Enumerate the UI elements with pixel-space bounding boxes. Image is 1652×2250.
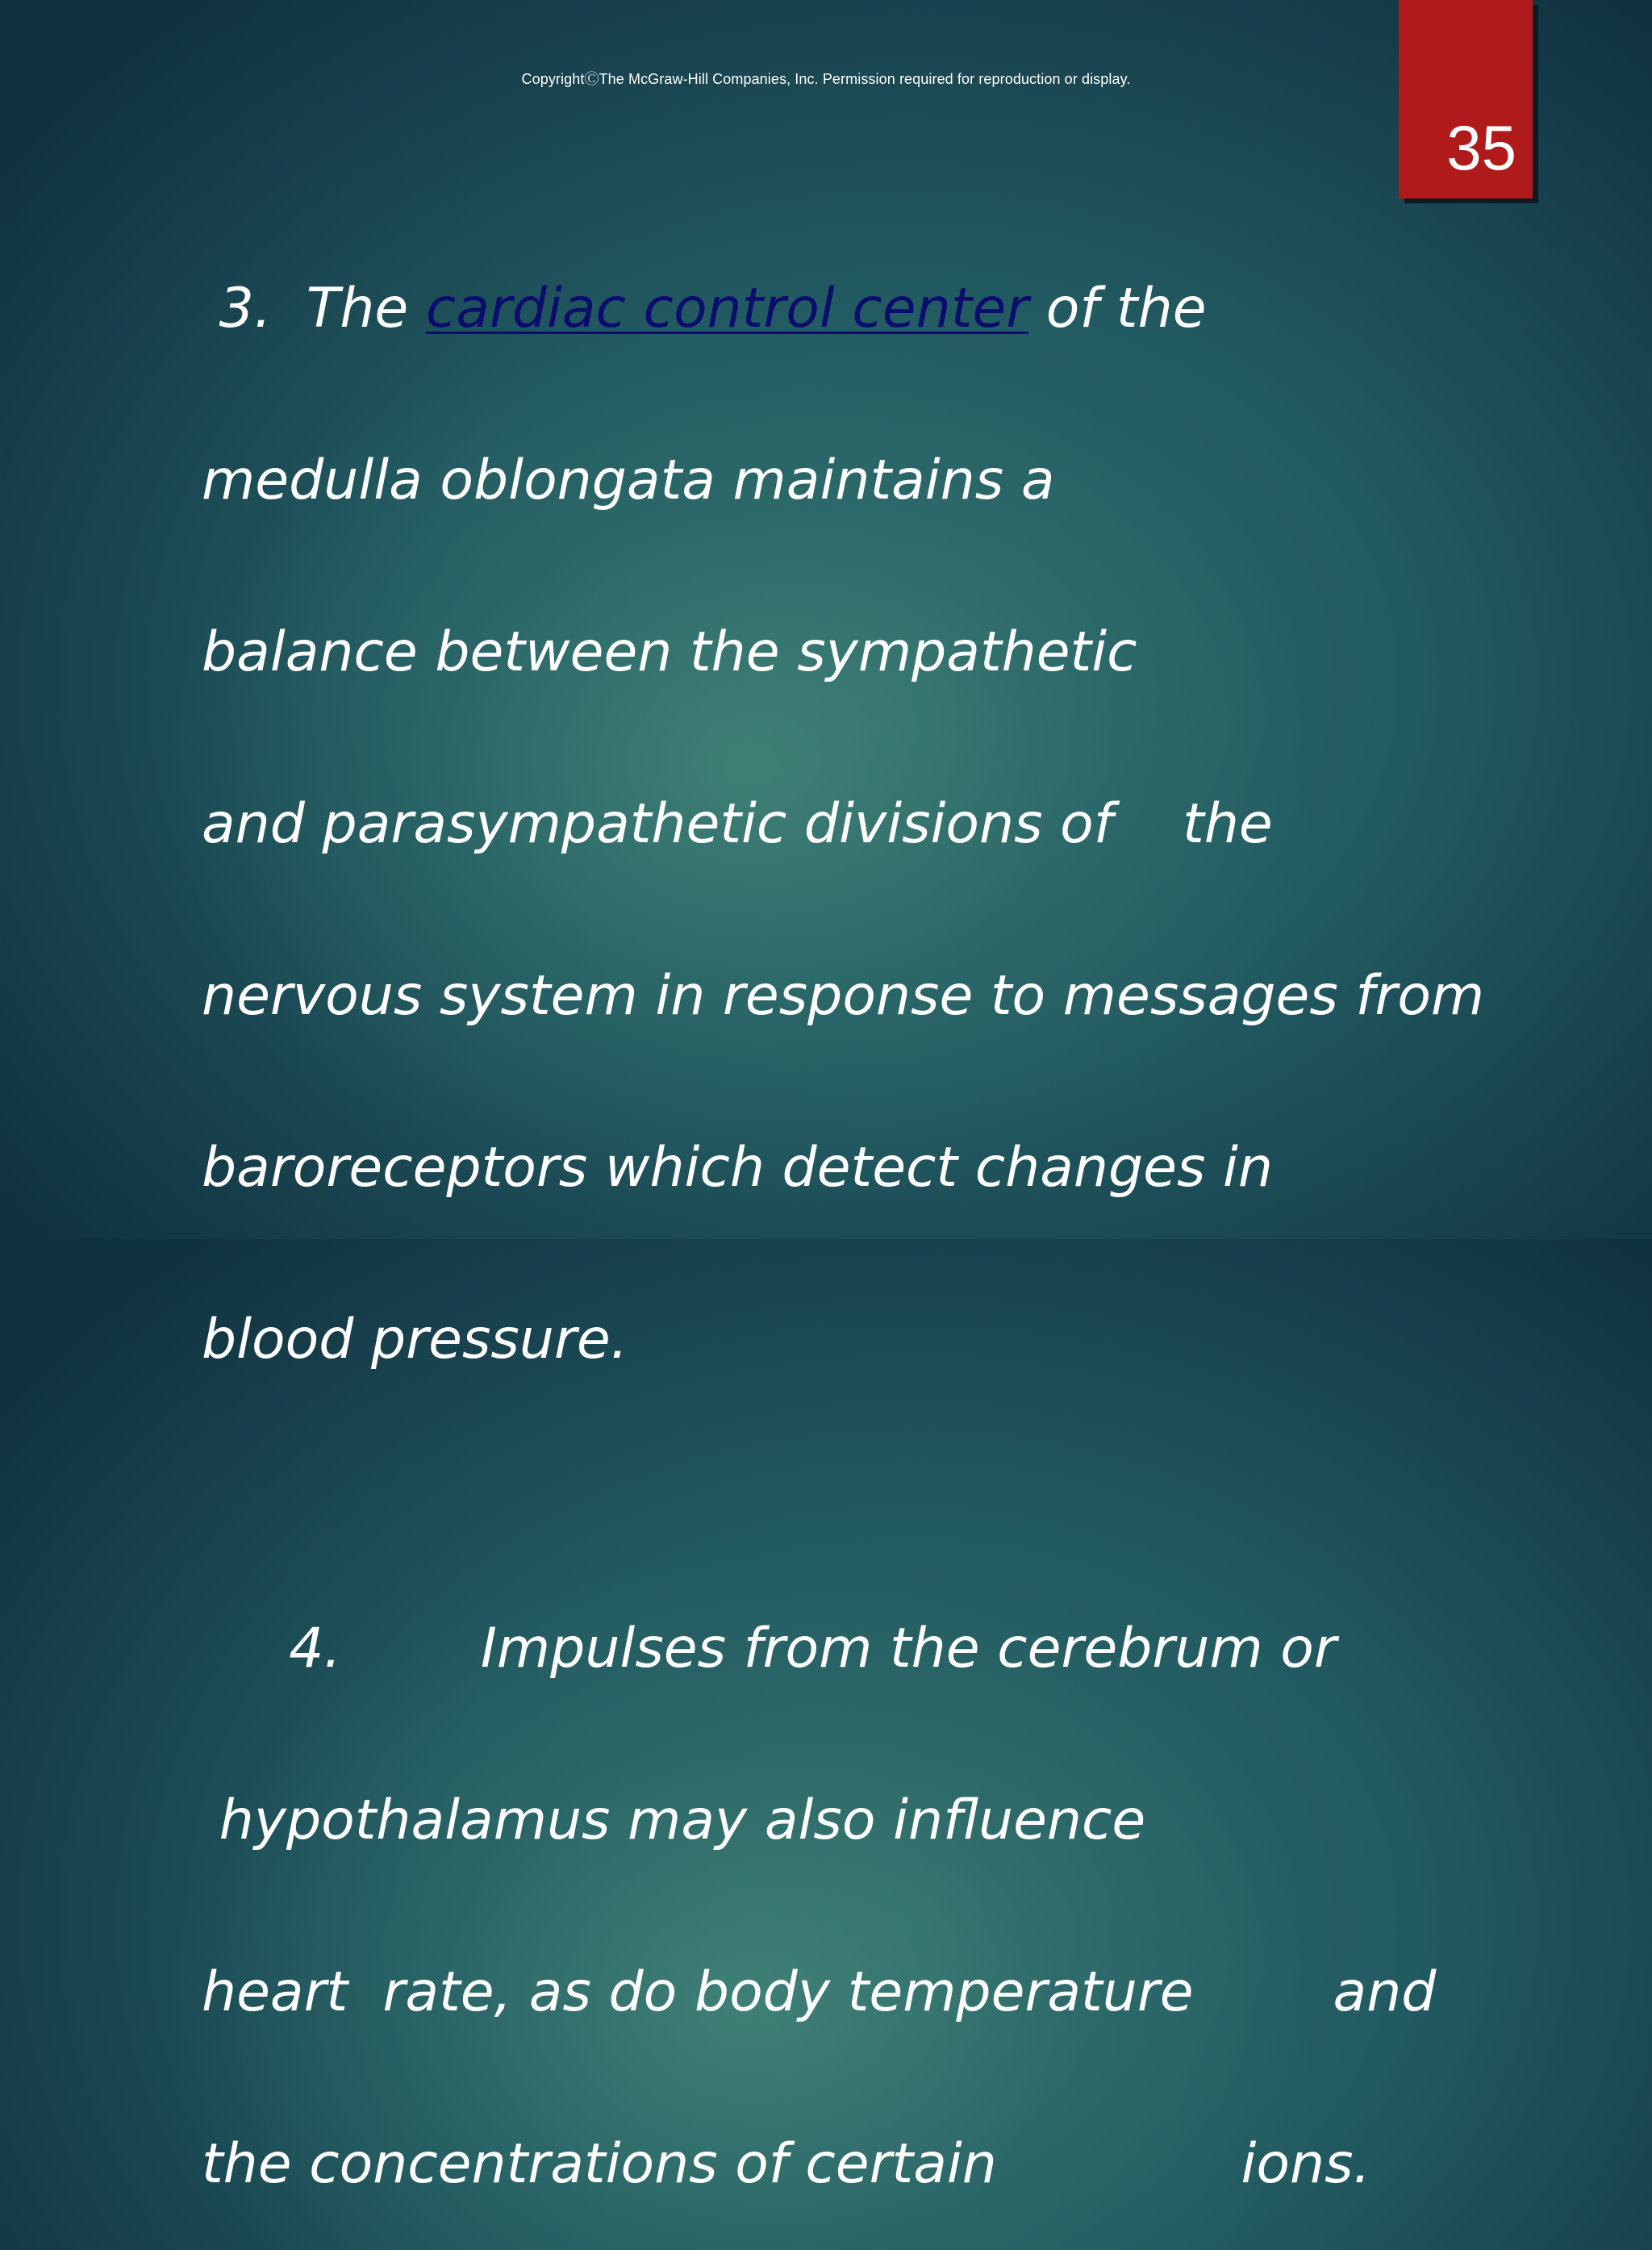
paragraph-3-line: baroreceptors which detect changes in [202, 1136, 1273, 1200]
paragraph-4-line: 4. Impulses from the cerebrum or [202, 1617, 1337, 1680]
paragraph-3-line: nervous system in response to messages from [202, 964, 1485, 1028]
paragraph-3-first-line [202, 277, 1541, 340]
paragraph-4-line: hypothalamus may also influence [202, 1789, 1146, 1852]
paragraph-3-line: blood pressure. [202, 1308, 628, 1371]
paragraph-3-line: medulla oblongata maintains a [202, 449, 1055, 512]
paragraph-3-tail: of the [1028, 277, 1207, 340]
slide-body [202, 165, 1541, 2250]
paragraph-4-line: the concentrations of certain ions. [202, 2132, 1371, 2196]
cardiac-control-center-link[interactable]: cardiac control center [425, 277, 1029, 340]
paragraph-3-line: and parasympathetic divisions of the [202, 792, 1273, 856]
page-number: 35 [1446, 112, 1516, 183]
paragraph-4-line: heart rate, as do body temperature and [202, 1960, 1437, 2024]
paragraph-3-line: balance between the sympathetic [202, 620, 1137, 684]
paragraph-spacer [202, 1483, 1541, 1505]
paragraph-3-lead: 3. The [202, 277, 426, 340]
copyright-notice: CopyrightⒸThe McGraw-Hill Companies, Inc. Permission required for reproduction or display. [521, 71, 1131, 87]
